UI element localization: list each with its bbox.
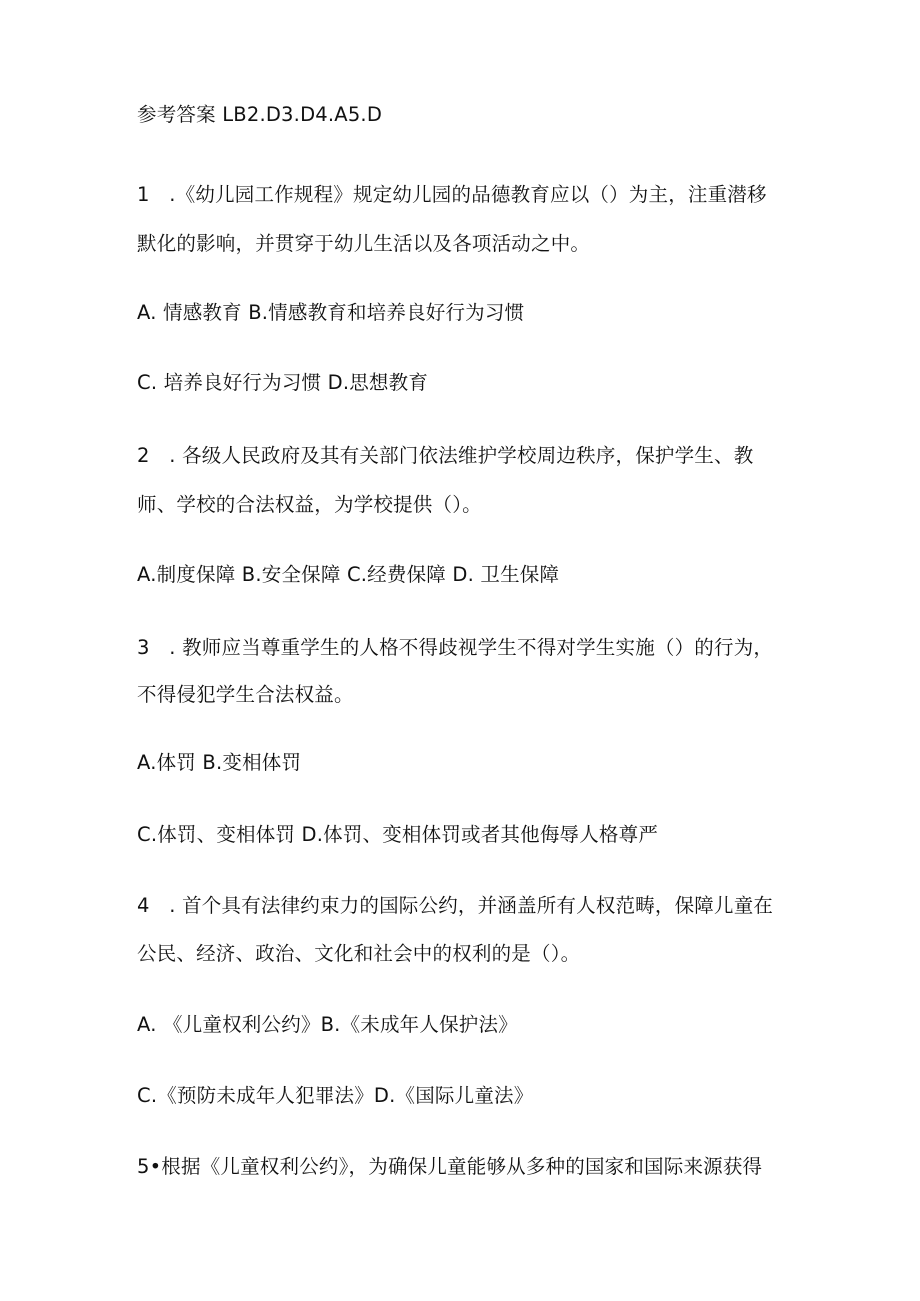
question-2-line-1: 2 . 各级人民政府及其有关部门依法维护学校周边秩序，保护学生、教 <box>137 444 754 467</box>
question-3-line-2: 不得侵犯学生合法权益。 <box>137 683 354 706</box>
question-1-options-a-b: A. 情感教育 B.情感教育和培养良好行为习惯 <box>137 301 525 324</box>
question-2-options: A.制度保障 B.安全保障 C.经费保障 D. 卫生保障 <box>137 563 560 586</box>
question-2-line-2: 师、学校的合法权益，为学校提供（）。 <box>137 493 482 516</box>
question-4-options-a-b: A. 《儿童权利公约》B.《未成年人保护法》 <box>137 1013 518 1036</box>
question-1-options-c-d: C. 培养良好行为习惯 D.思想教育 <box>137 371 429 394</box>
question-1-line-1: 1 .《幼儿园工作规程》规定幼儿园的品德教育应以（）为主，注重潜移 <box>137 183 767 206</box>
question-3-options-a-b: A.体罚 B.变相体罚 <box>137 751 302 774</box>
answer-key: 参考答案 LB2.D3.D4.A5.D <box>137 103 383 126</box>
question-4-line-1: 4 . 首个具有法律约束力的国际公约，并涵盖所有人权范畴，保障儿童在 <box>137 894 774 917</box>
question-3-options-c-d: C.体罚、变相体罚 D.体罚、变相体罚或者其他侮辱人格尊严 <box>137 823 659 846</box>
question-1-line-2: 默化的影响，并贯穿于幼儿生活以及各项活动之中。 <box>137 232 591 255</box>
question-3-line-1: 3 . 教师应当尊重学生的人格不得歧视学生不得对学生实施（）的行为， <box>137 636 774 659</box>
question-4-options-c-d: C.《预防未成年人犯罪法》D.《国际儿童法》 <box>137 1084 534 1107</box>
question-5-line-1: 5•根据《儿童权利公约》，为确保儿童能够从多种的国家和国际来源获得 <box>137 1155 763 1178</box>
question-4-line-2: 公民、经济、政治、文化和社会中的权利的是（）。 <box>137 942 581 965</box>
